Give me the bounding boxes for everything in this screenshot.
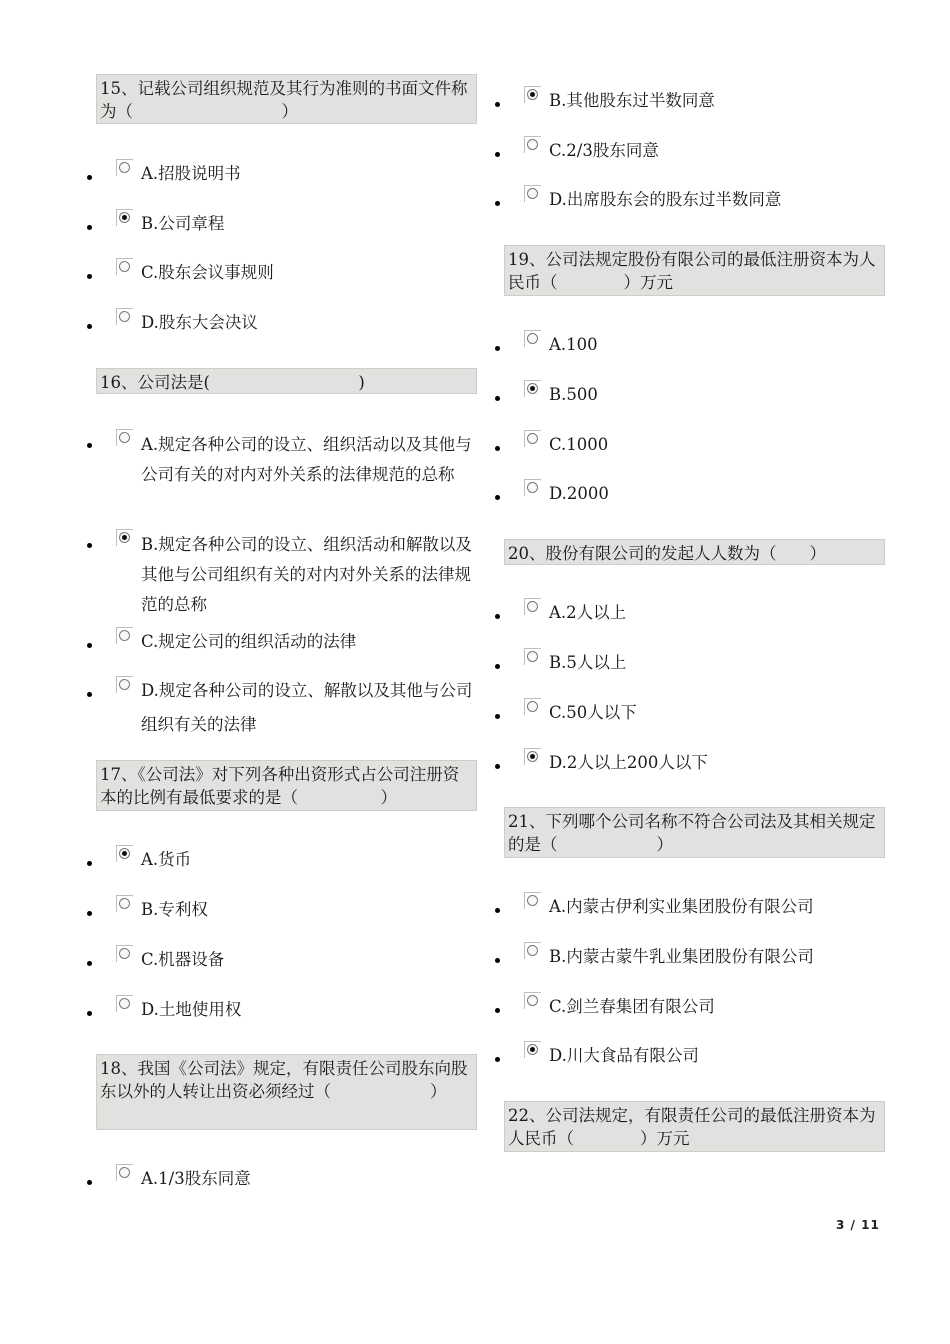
option-label: B.5人以上 xyxy=(549,653,627,672)
option-label: B.500 xyxy=(549,385,598,404)
radio-icon[interactable] xyxy=(524,942,541,959)
option-label: B.公司章程 xyxy=(141,214,225,233)
radio-icon[interactable] xyxy=(524,330,541,347)
option-label: D.土地使用权 xyxy=(141,1000,242,1019)
bullet-icon xyxy=(87,443,92,448)
option-label: D.2人以上200人以下 xyxy=(549,753,708,772)
option-label: A.货币 xyxy=(141,850,192,869)
bullet-icon xyxy=(495,102,500,107)
bullet-icon xyxy=(495,614,500,619)
question-17: 17、《公司法》对下列各种出资形式占公司注册资本的比例有最低要求的是（ ） xyxy=(96,760,477,811)
option-20d[interactable] xyxy=(524,751,884,775)
option-label: A.招股说明书 xyxy=(141,164,241,183)
option-label: B.专利权 xyxy=(141,900,208,919)
option-label: C.1000 xyxy=(549,435,609,454)
option-label: C.规定公司的组织活动的法律 xyxy=(141,632,357,651)
bullet-icon xyxy=(87,692,92,697)
option-15b[interactable] xyxy=(116,212,476,236)
page-number: 3 / 11 xyxy=(836,1218,880,1232)
option-19a[interactable] xyxy=(524,333,884,357)
bullet-icon xyxy=(87,274,92,279)
bullet-icon xyxy=(495,714,500,719)
option-18c[interactable] xyxy=(524,139,884,163)
option-19d[interactable] xyxy=(524,482,884,506)
option-label: B.规定各种公司的设立、组织活动和解散以及其他与公司组织有关的对内对外关系的法律规范的总称 xyxy=(141,535,472,614)
radio-icon[interactable] xyxy=(524,430,541,447)
radio-icon[interactable] xyxy=(524,992,541,1009)
option-21d[interactable] xyxy=(524,1044,884,1068)
option-label: A.规定各种公司的设立、组织活动以及其他与公司有关的对内对外关系的法律规范的总称 xyxy=(141,435,472,484)
radio-icon[interactable] xyxy=(116,945,133,962)
option-17a[interactable] xyxy=(116,848,476,872)
option-label: A.2人以上 xyxy=(549,603,627,622)
radio-checked-icon[interactable] xyxy=(116,529,133,546)
bullet-icon xyxy=(495,346,500,351)
bullet-icon xyxy=(87,175,92,180)
radio-icon[interactable] xyxy=(116,627,133,644)
option-label: D.川大食品有限公司 xyxy=(549,1046,699,1065)
option-20c[interactable] xyxy=(524,701,884,725)
question-21: 21、下列哪个公司名称不符合公司法及其相关规定的是（ ） xyxy=(504,807,885,858)
question-19: 19、公司法规定股份有限公司的最低注册资本为人民币（ ）万元 xyxy=(504,245,885,296)
option-15a[interactable] xyxy=(116,162,476,186)
option-20b[interactable] xyxy=(524,651,884,675)
bullet-icon xyxy=(87,1180,92,1185)
bullet-icon xyxy=(495,958,500,963)
option-label: D.出席股东会的股东过半数同意 xyxy=(549,190,782,209)
option-label: B.内蒙古蒙牛乳业集团股份有限公司 xyxy=(549,947,814,966)
bullet-icon xyxy=(87,911,92,916)
question-20: 20、股份有限公司的发起人人数为（ ） xyxy=(504,539,885,565)
bullet-icon xyxy=(87,225,92,230)
option-label: A.100 xyxy=(549,335,598,354)
bullet-icon xyxy=(87,861,92,866)
option-label: C.机器设备 xyxy=(141,950,225,969)
bullet-icon xyxy=(495,1057,500,1062)
bullet-icon xyxy=(87,643,92,648)
radio-icon[interactable] xyxy=(116,995,133,1012)
radio-icon[interactable] xyxy=(524,479,541,496)
option-label: B.其他股东过半数同意 xyxy=(549,91,715,110)
question-16: 16、公司法是( ) xyxy=(96,368,477,394)
option-20a[interactable] xyxy=(524,601,884,625)
option-16b[interactable] xyxy=(116,530,476,620)
radio-icon[interactable] xyxy=(116,429,133,446)
bullet-icon xyxy=(87,543,92,548)
option-17b[interactable] xyxy=(116,898,476,922)
radio-icon[interactable] xyxy=(116,258,133,275)
option-19b[interactable] xyxy=(524,383,884,407)
option-18d[interactable] xyxy=(524,188,884,212)
option-label: C.股东会议事规则 xyxy=(141,263,274,282)
radio-checked-icon[interactable] xyxy=(524,380,541,397)
radio-icon[interactable] xyxy=(116,1164,133,1181)
radio-icon[interactable] xyxy=(524,136,541,153)
option-16a[interactable] xyxy=(116,430,476,490)
option-label: C.2/3股东同意 xyxy=(549,141,659,160)
bullet-icon xyxy=(495,201,500,206)
bullet-icon xyxy=(495,495,500,500)
option-18b[interactable] xyxy=(524,89,884,113)
question-15: 15、记载公司组织规范及其行为准则的书面文件称为（ ） xyxy=(96,74,477,124)
question-22: 22、公司法规定，有限责任公司的最低注册资本为人民币（ ）万元 xyxy=(504,1101,885,1152)
radio-icon[interactable] xyxy=(524,185,541,202)
option-label: D.规定各种公司的设立、解散以及其他与公司组织有关的法律 xyxy=(141,681,473,734)
bullet-icon xyxy=(495,908,500,913)
option-label: C.50人以下 xyxy=(549,703,637,722)
option-17c[interactable] xyxy=(116,948,476,972)
option-15c[interactable] xyxy=(116,261,476,285)
radio-checked-icon[interactable] xyxy=(116,209,133,226)
radio-checked-icon[interactable] xyxy=(524,1041,541,1058)
question-18: 18、我国《公司法》规定，有限责任公司股东向股东以外的人转让出资必须经过（ ） xyxy=(96,1054,477,1130)
radio-checked-icon[interactable] xyxy=(524,86,541,103)
bullet-icon xyxy=(495,764,500,769)
radio-icon[interactable] xyxy=(116,308,133,325)
radio-icon[interactable] xyxy=(524,892,541,909)
option-label: C.剑兰春集团有限公司 xyxy=(549,997,715,1016)
radio-icon[interactable] xyxy=(524,648,541,665)
bullet-icon xyxy=(87,1011,92,1016)
bullet-icon xyxy=(495,396,500,401)
option-label: D.2000 xyxy=(549,484,609,503)
bullet-icon xyxy=(87,961,92,966)
option-18a[interactable] xyxy=(116,1167,476,1191)
option-17d[interactable] xyxy=(116,998,476,1022)
radio-icon[interactable] xyxy=(524,698,541,715)
radio-icon[interactable] xyxy=(116,895,133,912)
radio-icon[interactable] xyxy=(116,159,133,176)
option-19c[interactable] xyxy=(524,433,884,457)
bullet-icon xyxy=(495,1008,500,1013)
option-label: A.内蒙古伊利实业集团股份有限公司 xyxy=(549,897,814,916)
bullet-icon xyxy=(495,152,500,157)
radio-icon[interactable] xyxy=(524,598,541,615)
option-15d[interactable] xyxy=(116,311,476,335)
option-16d[interactable] xyxy=(116,679,476,742)
bullet-icon xyxy=(495,446,500,451)
radio-checked-icon[interactable] xyxy=(524,748,541,765)
bullet-icon xyxy=(495,664,500,669)
option-21c[interactable] xyxy=(524,995,884,1019)
option-label: D.股东大会决议 xyxy=(141,313,258,332)
option-21b[interactable] xyxy=(524,945,884,969)
radio-checked-icon[interactable] xyxy=(116,845,133,862)
radio-icon[interactable] xyxy=(116,676,133,693)
option-label: A.1/3股东同意 xyxy=(141,1169,251,1188)
option-16c[interactable] xyxy=(116,630,476,654)
option-21a[interactable] xyxy=(524,895,884,919)
bullet-icon xyxy=(87,324,92,329)
